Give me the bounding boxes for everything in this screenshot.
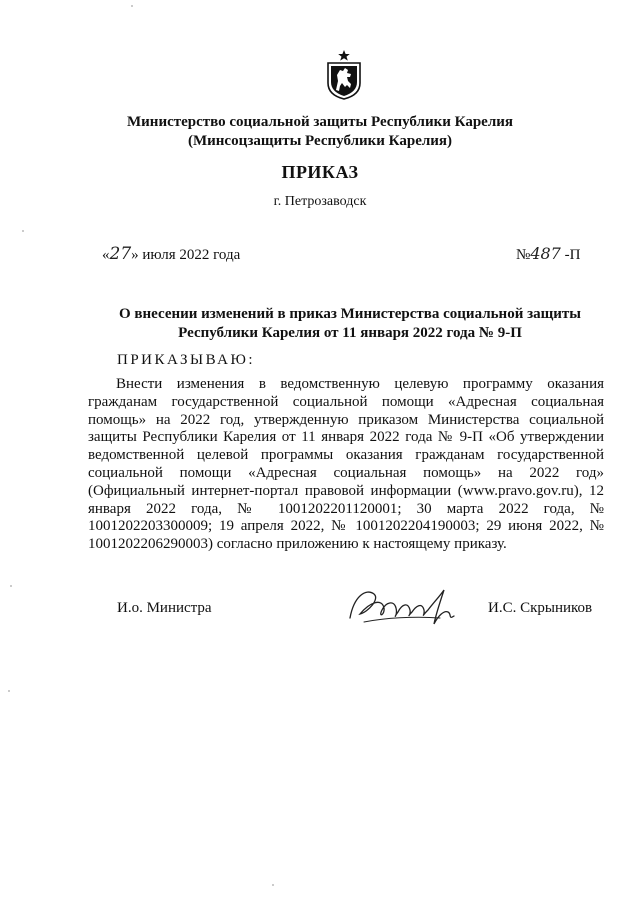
subject-line-1: О внесении изменений в приказ Министерства социальной защиты (118, 306, 582, 322)
ministry-line-1: Министерство социальной защиты Республики Карелия (127, 114, 513, 130)
ministry-line-2: (Минсоцзащиты Республики Карелия) (187, 133, 453, 149)
number-value: 487 (530, 244, 561, 263)
order-title: ПРИКАЗ (281, 162, 359, 182)
ministry-name (0, 113, 640, 151)
order-subject (90, 305, 610, 343)
scan-speck (8, 690, 10, 692)
signature-icon (344, 582, 476, 632)
order-date (102, 244, 240, 264)
scan-speck (131, 5, 133, 7)
date-rest: » июля 2022 года (131, 247, 241, 263)
body-paragraph: Внести изменения в ведомственную целевую программу оказания гражданам государственной социальной помощи «Адресная социальная помощь» на 2022 год, утвержденную приказом Министерства социальной защиты Республики Карелия от 11 января 2022 года № 9-П «Об утверждении ведомственной целевой программы оказания гражданам государственной социальной помощи «Адресная социальная помощь» на 2022 год» (Официальный интернет-портал правовой информации (www.pravo.gov.ru), 12 января 2022 года, № 1001202201120001; 30 марта 2022 года, № 1001202203300009; 19 апреля 2022, № 1001202204190003; 29 июня 2022, № 1001202206290003) согласно приложению к настоящему приказу. (88, 376, 604, 553)
scan-speck (22, 230, 24, 232)
signatory-name: И.С. Скрыников (488, 600, 593, 616)
signatory-role: И.о. Министра (117, 600, 212, 616)
city: г. Петрозаводск (273, 194, 367, 209)
coat-of-arms-icon (326, 50, 362, 100)
date-day: 27 (109, 244, 132, 264)
scan-speck (272, 884, 274, 886)
order-number (516, 244, 580, 264)
scan-speck (10, 585, 12, 587)
date-open-quote: « (102, 247, 110, 263)
subject-line-2: Республики Карелия от 11 января 2022 года № 9-П (178, 325, 522, 341)
number-prefix: № (516, 247, 531, 263)
command-heading: ПРИКАЗЫВАЮ: (117, 352, 256, 368)
number-suffix: -П (564, 247, 581, 263)
